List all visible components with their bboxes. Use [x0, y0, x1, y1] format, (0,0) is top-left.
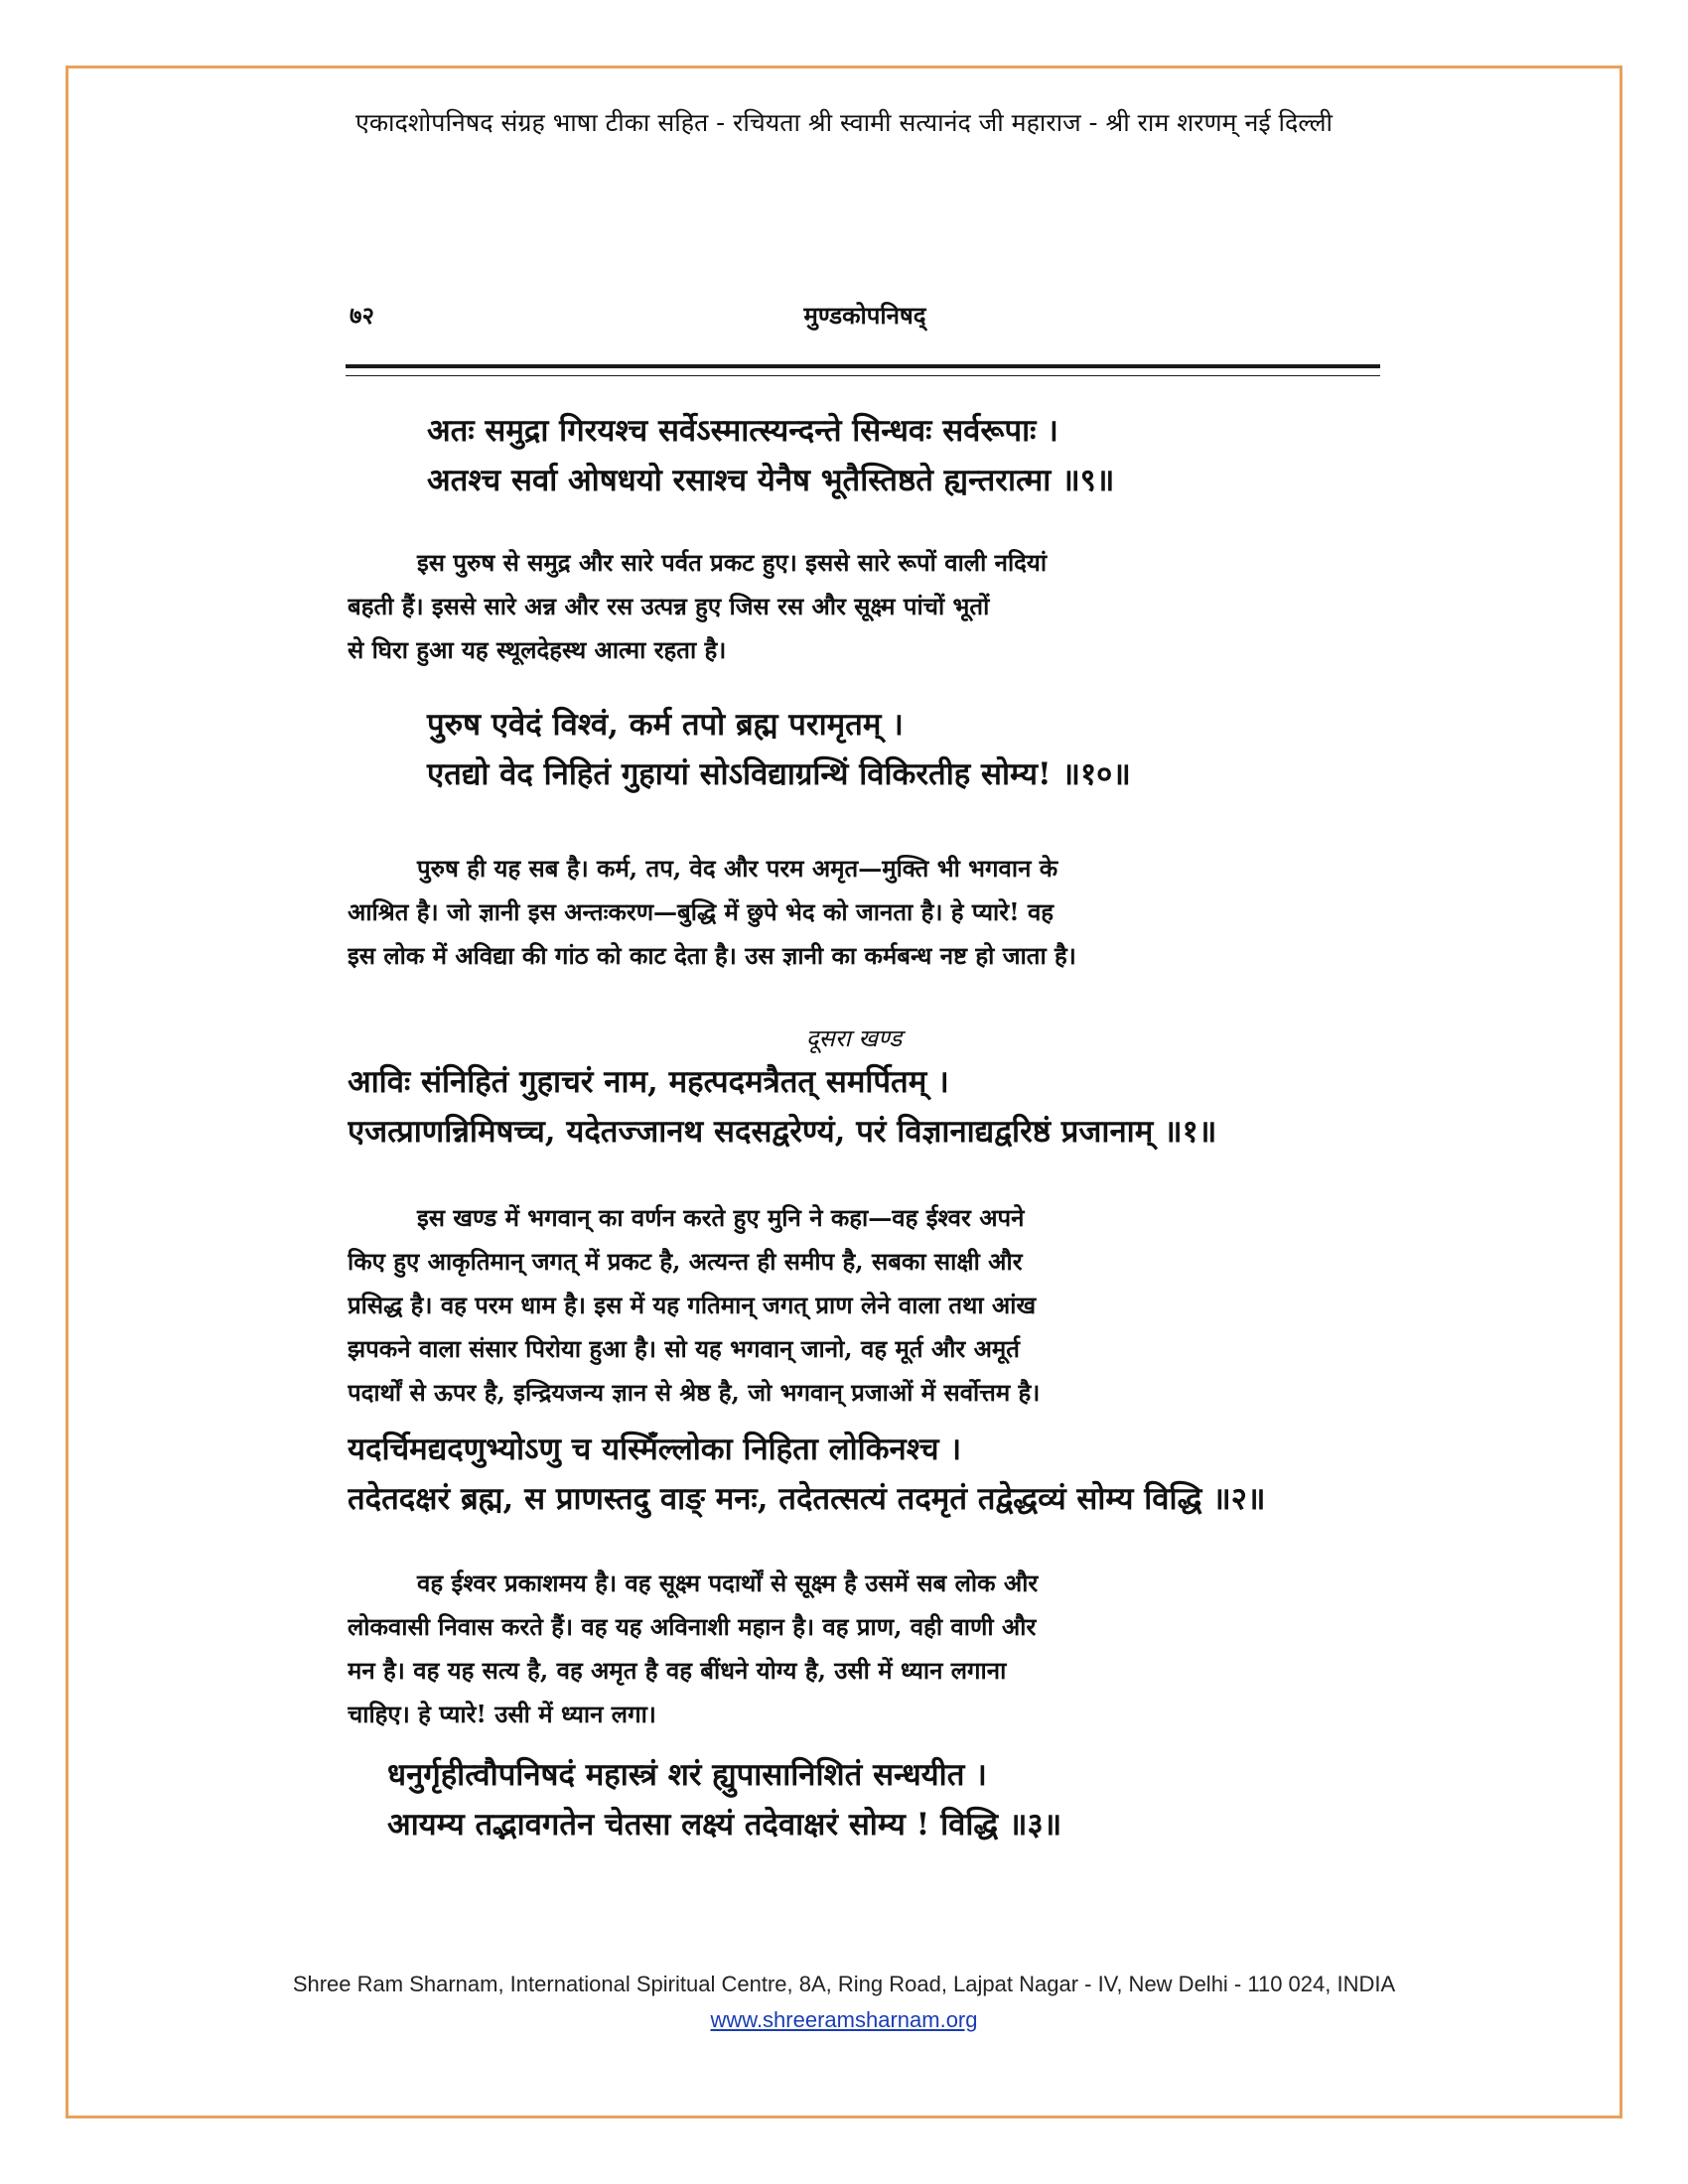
prose-line: आश्रित है। जो ज्ञानी इस अन्तःकरण—बुद्धि में छुपे भेद को जानता है। हे प्यारे! वह [348, 897, 1055, 926]
section-title: दूसरा खण्ड [805, 1024, 903, 1052]
verse-1 [348, 1057, 1380, 1157]
prose-line: से घिरा हुआ यह स्थूलदेहस्थ आत्मा रहता है। [348, 635, 727, 664]
page-heading [350, 299, 1380, 339]
verse-line: पुरुष एवेदं विश्वं, कर्म तपो ब्रह्म परामृतम् । [427, 707, 904, 743]
page-title: मुण्डकोपनिषद् [803, 301, 926, 330]
page-number: ७२ [350, 301, 374, 330]
commentary-1 [348, 1196, 1380, 1415]
prose-line: प्रसिद्ध है। वह परम धाम है। इस में यह गतिमान् जगत् प्राण लेने वाला तथा आंख [348, 1291, 1037, 1319]
website-link[interactable]: www.shreeramsharnam.org [710, 2007, 978, 2032]
verse-line: आविः संनिहितं गुहाचरं नाम, महत्पदमत्रैतत् समर्पितम् । [348, 1064, 949, 1100]
verse-line: एतद्यो वेद निहितं गुहायां सोऽविद्याग्रन्थिं विकिरतीह सोम्य! ॥१०॥ [427, 756, 1131, 792]
prose-line: चाहिए। हे प्यारे! उसी में ध्यान लगा। [348, 1700, 656, 1728]
prose-line: पदार्थों से ऊपर है, इन्द्रियजन्य ज्ञान से श्रेष्ठ है, जो भगवान् प्रजाओं में सर्वोत्तम है। [348, 1378, 1041, 1407]
prose-line: मन है। वह यह सत्य है, वह अमृत है वह बींधने योग्य है, उसी में ध्यान लगाना [348, 1656, 1007, 1685]
prose-line: वह ईश्वर प्रकाशमय है। वह सूक्ष्म पदार्थों से सूक्ष्म है उसमें सब लोक और [417, 1569, 1039, 1597]
verse-line: यदर्चिमद्यदणुभ्योऽणु च यस्मिँल्लोका निहिता लोकिनश्च । [348, 1432, 962, 1467]
verse-3 [348, 1750, 1380, 1849]
prose-line: लोकवासी निवास करते हैं। वह यह अविनाशी महान है। वह प्राण, वही वाणी और [348, 1612, 1037, 1641]
commentary-9 [348, 541, 1380, 672]
verse-9 [348, 406, 1380, 505]
footer-address: Shree Ram Sharnam, International Spiritual Centre, 8A, Ring Road, Lajpat Nagar - IV, New Delhi - 110 024, INDIA [292, 1972, 1396, 1996]
prose-line: बहती हैं। इससे सारे अन्न और रस उत्पन्न हुए जिस रस और सूक्ष्म पांचों भूतों [348, 592, 990, 620]
prose-line: पुरुष ही यह सब है। कर्म, तप, वेद और परम अमृत—मुक्ति भी भगवान के [417, 854, 1058, 883]
verse-line: एजत्प्राणन्निमिषच्च, यदेतज्जानथ सदसद्वरेण्यं, परं विज्ञानाद्यद्वरिष्ठं प्रजानाम् ॥१॥ [348, 1114, 1217, 1150]
commentary-2 [348, 1562, 1380, 1736]
verse-line: आयम्य तद्भावगतेन चेतसा लक्ष्यं तदेवाक्षरं सोम्य ! विद्धि ॥३॥ [387, 1807, 1062, 1843]
prose-line: किए हुए आकृतिमान् जगत् में प्रकट है, अत्यन्त ही समीप है, सबका साक्षी और [348, 1247, 1023, 1276]
verse-line: धनुर्गृहीत्वौपनिषदं महास्त्रं शरं ह्युपासानिशितं सन्धयीत । [387, 1757, 987, 1793]
verse-2 [348, 1425, 1380, 1524]
document-header: एकादशोपनिषद संग्रह भाषा टीका सहित - रचियता श्री स्वामी सत्यानंद जी महाराज - श्री राम शरणम् नई दिल्ली [355, 108, 1333, 137]
verse-10 [348, 700, 1380, 799]
verse-line: अतश्च सर्वा ओषधयो रसाश्च येनैष भूतैस्तिष्ठते ह्यन्तरात्मा ॥९॥ [427, 463, 1115, 498]
scanned-page [328, 283, 1380, 1961]
verse-line: अतः समुद्रा गिरयश्च सर्वेऽस्मात्स्यन्दन्ते सिन्धवः सर्वरूपाः । [427, 413, 1058, 449]
verse-line: तदेतदक्षरं ब्रह्म, स प्राणस्तदु वाङ् मनः, तदेतत्सत्यं तदमृतं तद्वेद्धव्यं सोम्य विद्धि ॥२॥ [348, 1481, 1266, 1517]
prose-line: झपकने वाला संसार पिरोया हुआ है। सो यह भगवान् जानो, वह मूर्त और अमूर्त [348, 1334, 1020, 1363]
prose-line: इस लोक में अविद्या की गांठ को काट देता है। उस ज्ञानी का कर्मबन्ध नष्ट हो जाता है। [348, 941, 1076, 970]
header-rule-thick [346, 364, 1380, 368]
prose-line: इस पुरुष से समुद्र और सारे पर्वत प्रकट हुए। इससे सारे रूपों वाली नदियां [417, 548, 1048, 577]
prose-line: इस खण्ड में भगवान् का वर्णन करते हुए मुनि ने कहा—वह ईश्वर अपने [417, 1203, 1025, 1232]
commentary-10 [348, 847, 1380, 978]
header-rule-thin [346, 375, 1380, 376]
